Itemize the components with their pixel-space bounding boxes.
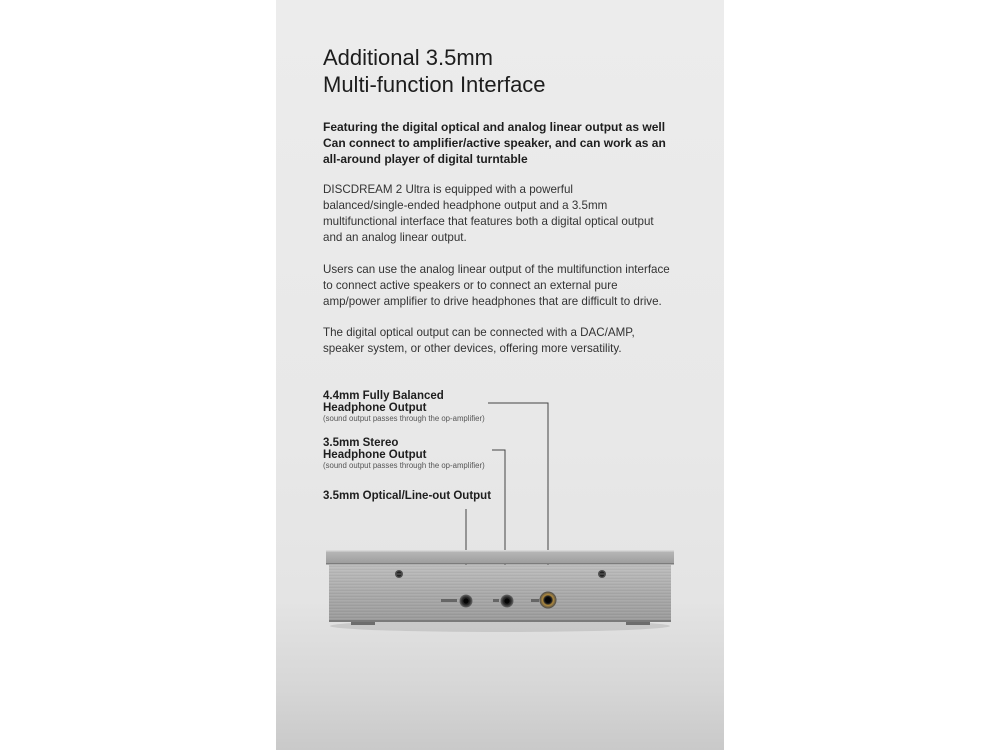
product-feature-panel	[276, 0, 724, 750]
callout-title: Headphone Output	[323, 448, 427, 461]
title-line-1: Additional 3.5mm	[323, 45, 493, 70]
callout-title: 3.5mm Stereo	[323, 437, 399, 449]
device-top-lid	[326, 550, 674, 564]
screw-icon	[598, 570, 606, 578]
title-line-2: Multi-function Interface	[323, 72, 546, 97]
paragraph-line: speaker system, or other devices, offering more versatility.	[323, 342, 622, 355]
callout-title: Headphone Output	[323, 401, 427, 414]
paragraph-line: multifunctional interface that features both a digital optical output	[323, 215, 654, 228]
callout-note: (sound output passes through the op-amplifier)	[323, 461, 485, 470]
paragraph-line: Users can use the analog linear output of the multifunction interface	[323, 263, 670, 276]
paragraph-line: balanced/single-ended headphone output and a 3.5mm	[323, 199, 608, 212]
paragraph-line: The digital optical output can be connected with a DAC/AMP,	[323, 326, 635, 339]
screw-icon	[395, 570, 403, 578]
feature-line-1: Featuring the digital optical and analog linear output as well	[323, 120, 666, 134]
paragraph-line: to connect active speakers or to connect an external pure	[323, 279, 618, 292]
callout-title: 3.5mm Optical/Line-out Output	[323, 490, 492, 502]
paragraph-line: amp/power amplifier to drive headphones that are difficult to drive.	[323, 295, 662, 308]
paragraph-line: and an analog linear output.	[323, 231, 467, 244]
feature-line-2: Can connect to amplifier/active speaker, and can work as an	[323, 136, 666, 150]
paragraph-line: DISCDREAM 2 Ultra is equipped with a powerful	[323, 183, 574, 196]
feature-line-3: all-around player of digital turntable	[323, 152, 528, 166]
callout-note: (sound output passes through the op-amplifier)	[323, 414, 485, 423]
device-illustration	[276, 0, 724, 750]
callout-title: 4.4mm Fully Balanced	[323, 390, 444, 402]
